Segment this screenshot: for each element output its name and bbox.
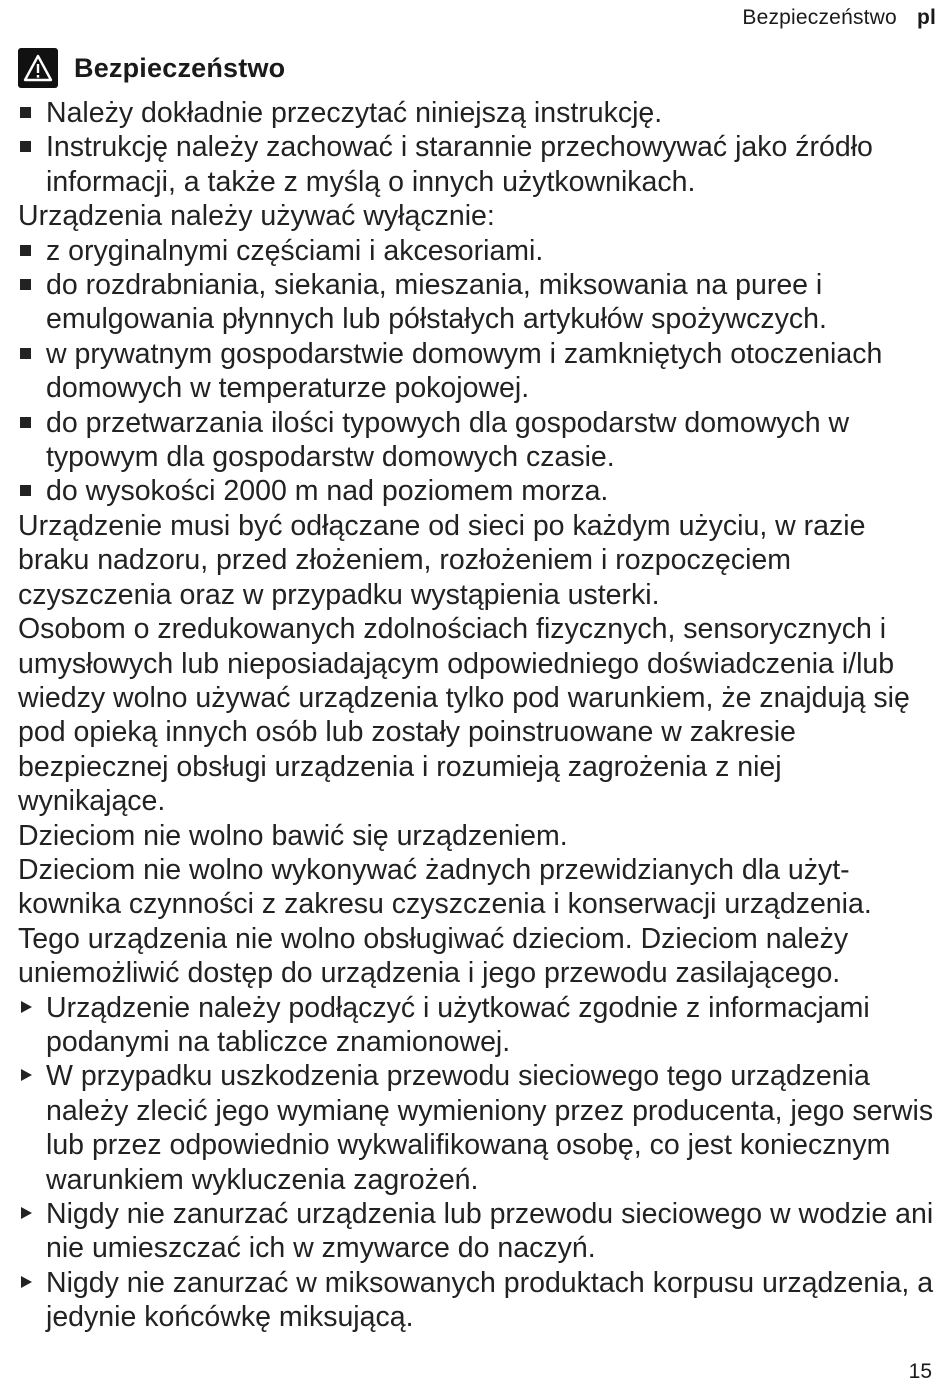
text: Urządzenie należy podłączyć i użytkować zgodnie z informacjami podanymi na tabliczce znamionowej. — [46, 991, 870, 1058]
paragraph — [18, 922, 936, 991]
paragraph — [18, 819, 936, 853]
text: Dzieciom nie wolno wykonywać żadnych przewidzianych dla użytkownika czynności z zakresu czyszczenia i konserwacji urządzenia. — [18, 853, 872, 921]
bullet-item — [18, 268, 936, 337]
text: Urządzenie musi być odłączane od sieci po każdym użyciu, w razie braku nadzoru, przed złożeniem, rozłożeniem i rozpoczęciem czyszczenia oraz w przypadku wystąpienia usterki. — [18, 509, 866, 611]
bullet-item — [18, 234, 936, 268]
bullet-item — [18, 337, 936, 406]
text: do rozdrabniania, siekania, mieszania, miksowania na puree i emulgowania płynnych lub półstałych artykułów spożywczych. — [46, 269, 827, 336]
bullet-item — [18, 474, 936, 508]
arrow-bullet-icon — [21, 1276, 32, 1288]
text: Dzieciom nie wolno bawić się urządzeniem. — [18, 819, 568, 852]
text: w prywatnym gospodarstwie domowym i zamkniętych otoczeniach domowych w temperaturze pokojowej. — [46, 337, 883, 405]
paragraph — [18, 612, 936, 818]
text: z oryginalnymi częściami i akcesoriami. — [46, 234, 544, 267]
arrow-bullet-icon — [21, 1069, 32, 1081]
square-bullet-icon — [20, 348, 31, 359]
text: Należy dokładnie przeczytać niniejszą instrukcję. — [46, 97, 663, 129]
text: do wysokości 2000 m nad poziomem morza. — [46, 475, 609, 508]
warning-icon — [18, 48, 58, 88]
square-bullet-icon — [20, 141, 31, 152]
text: Osobom o zredukowanych zdolnościach fizycznych, sensorycznych i umysłowych lub nieposiadającym odpowiedniego doświadczenia i/lub wiedzy wolno używać urządzenia tylko pod warunkiem, że znajdują się pod opieką innych osób lub zostały poinstruowane w zakresie bezpiecznej obsługi urządzenia i rozumieją zagrożenia z niej wynikające. — [18, 613, 910, 818]
page-title: Bezpieczeństwo — [74, 52, 286, 83]
page-number: 15 — [908, 1360, 932, 1383]
safety-text — [18, 96, 936, 1335]
square-bullet-icon — [20, 279, 31, 290]
square-bullet-icon — [20, 417, 31, 428]
text: do przetwarzania ilości typowych dla gospodarstw domowych w typowym dla gospodarstw domowych czasie. — [46, 406, 850, 474]
text: Tego urządzenia nie wolno obsługiwać dzieciom. Dzieciom należy uniemożliwić dostęp do urządzenia i jego przewodu zasilającego. — [18, 922, 849, 990]
instruction-item — [18, 1197, 936, 1266]
header-section: Bezpieczeństwo — [742, 6, 897, 29]
text: Instrukcję należy zachować i starannie przechowywać jako źródło informacji, a także z myślą o innych użytkownikach. — [46, 131, 873, 198]
square-bullet-icon — [20, 107, 31, 118]
arrow-bullet-icon — [21, 1207, 32, 1219]
text: Urządzenia należy używać wyłącznie: — [18, 200, 495, 233]
square-bullet-icon — [20, 245, 31, 256]
instruction-item — [18, 1059, 936, 1197]
bullet-item — [18, 96, 936, 130]
paragraph — [18, 509, 936, 612]
paragraph — [18, 853, 936, 922]
text: Nigdy nie zanurzać w miksowanych produktach korpusu urządzenia, a jedynie końcówkę miksującą. — [46, 1266, 934, 1334]
arrow-bullet-icon — [21, 1001, 32, 1013]
paragraph — [18, 199, 936, 233]
instruction-item — [18, 991, 936, 1060]
text: W przypadku uszkodzenia przewodu sieciowego tego urządzenia należy zlecić jego wymianę wymieniony przez producenta, jego serwis lub przez odpowiednio wykwalifikowaną osobę, co jest koniecznym warunkiem wykluczenia zagrożeń. — [46, 1060, 934, 1196]
instruction-item — [18, 1266, 936, 1335]
text: Nigdy nie zanurzać urządzenia lub przewodu sieciowego w wodzie ani nie umieszczać ich w zmywarce do naczyń. — [46, 1198, 934, 1265]
bullet-item — [18, 130, 936, 199]
square-bullet-icon — [20, 485, 31, 496]
bullet-item — [18, 406, 936, 475]
header-language: pl — [916, 6, 936, 29]
section-heading — [18, 48, 285, 88]
running-header — [742, 6, 936, 30]
